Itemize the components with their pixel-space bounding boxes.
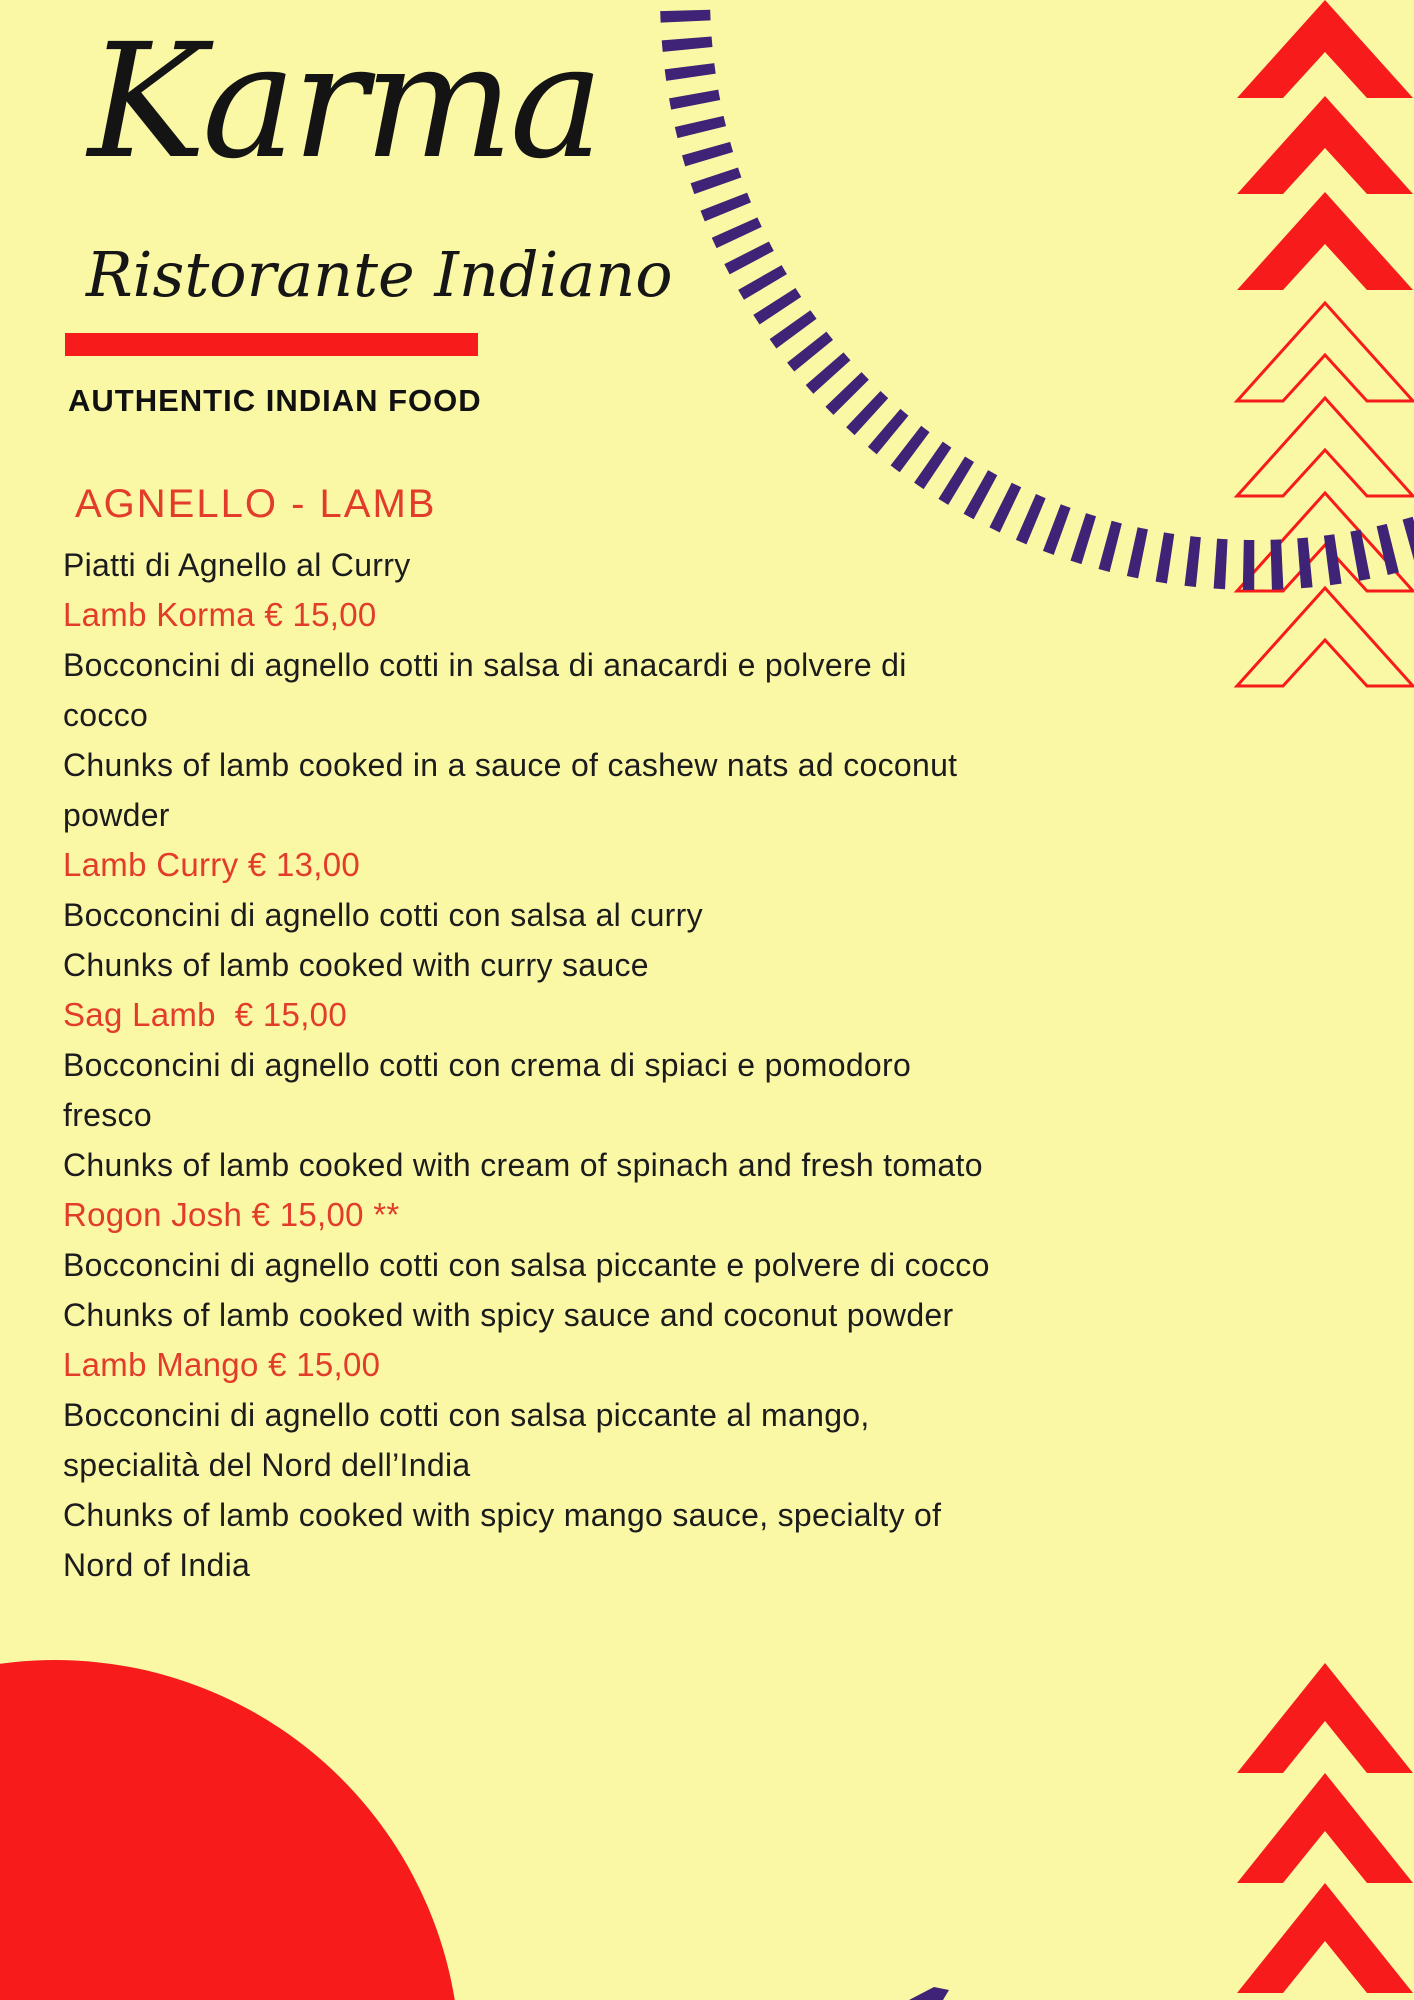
item-name: Lamb Curry € 13,00	[63, 846, 361, 883]
red-circle-decoration	[0, 1660, 460, 2000]
item-desc-line: specialità del Nord dell’India	[63, 1447, 471, 1483]
chevron-up-outline-icon	[1237, 588, 1413, 686]
item-desc-line: Bocconcini di agnello cotti in salsa di anacardi e polvere di	[63, 647, 907, 683]
item-name: Rogon Josh € 15,00 **	[63, 1196, 400, 1233]
brand-name: Karma	[88, 10, 600, 194]
brand-tagline: AUTHENTIC INDIAN FOOD	[68, 383, 482, 418]
item-desc-line: Chunks of lamb cooked with spicy mango sauce, specialty of	[63, 1497, 942, 1533]
item-desc-line: fresco	[63, 1097, 152, 1133]
item-desc-line: Bocconcini di agnello cotti con salsa piccante e polvere di cocco	[63, 1247, 990, 1283]
chevron-up-outline-icon	[1237, 398, 1413, 496]
chevron-up-icon	[1237, 192, 1413, 290]
item-desc-line: Bocconcini di agnello cotti con crema di spiaci e pomodoro	[63, 1047, 912, 1083]
chevron-up-icon	[1237, 96, 1413, 194]
item-name: Sag Lamb € 15,00	[63, 996, 347, 1033]
brand-subtitle: Ristorante Indiano	[86, 238, 673, 311]
chevron-up-icon	[1237, 1773, 1413, 1883]
chevron-up-icon	[1237, 0, 1413, 98]
chevron-up-outline-icon	[1237, 303, 1413, 401]
brand-underline	[65, 333, 478, 356]
bottom-right-chevrons	[1237, 1663, 1413, 1993]
outlined-chevrons	[1237, 303, 1413, 686]
chevron-up-icon	[1237, 1883, 1413, 1993]
item-desc-line: Chunks of lamb cooked in a sauce of cashew nats ad coconut	[63, 747, 958, 783]
item-desc-line: cocco	[63, 697, 149, 733]
item-desc-line: powder	[63, 797, 170, 833]
item-name: Lamb Mango € 15,00	[63, 1346, 381, 1383]
item-desc-line: Chunks of lamb cooked with spicy sauce and coconut powder	[63, 1297, 954, 1333]
section-intro: Piatti di Agnello al Curry	[63, 547, 411, 583]
purple-fragment-decoration	[909, 1987, 949, 2000]
section-title: AGNELLO - LAMB	[75, 482, 437, 526]
item-desc-line: Chunks of lamb cooked with curry sauce	[63, 947, 649, 983]
item-name: Lamb Korma € 15,00	[63, 596, 377, 633]
top-right-chevrons	[1237, 0, 1413, 290]
item-desc-line: Chunks of lamb cooked with cream of spinach and fresh tomato	[63, 1147, 983, 1183]
item-desc-line: Bocconcini di agnello cotti con salsa piccante al mango,	[63, 1397, 870, 1433]
menu-section	[63, 478, 1063, 1590]
item-desc-line: Nord of India	[63, 1547, 251, 1583]
item-desc-line: Bocconcini di agnello cotti con salsa al curry	[63, 897, 703, 933]
chevron-up-icon	[1237, 1663, 1413, 1773]
